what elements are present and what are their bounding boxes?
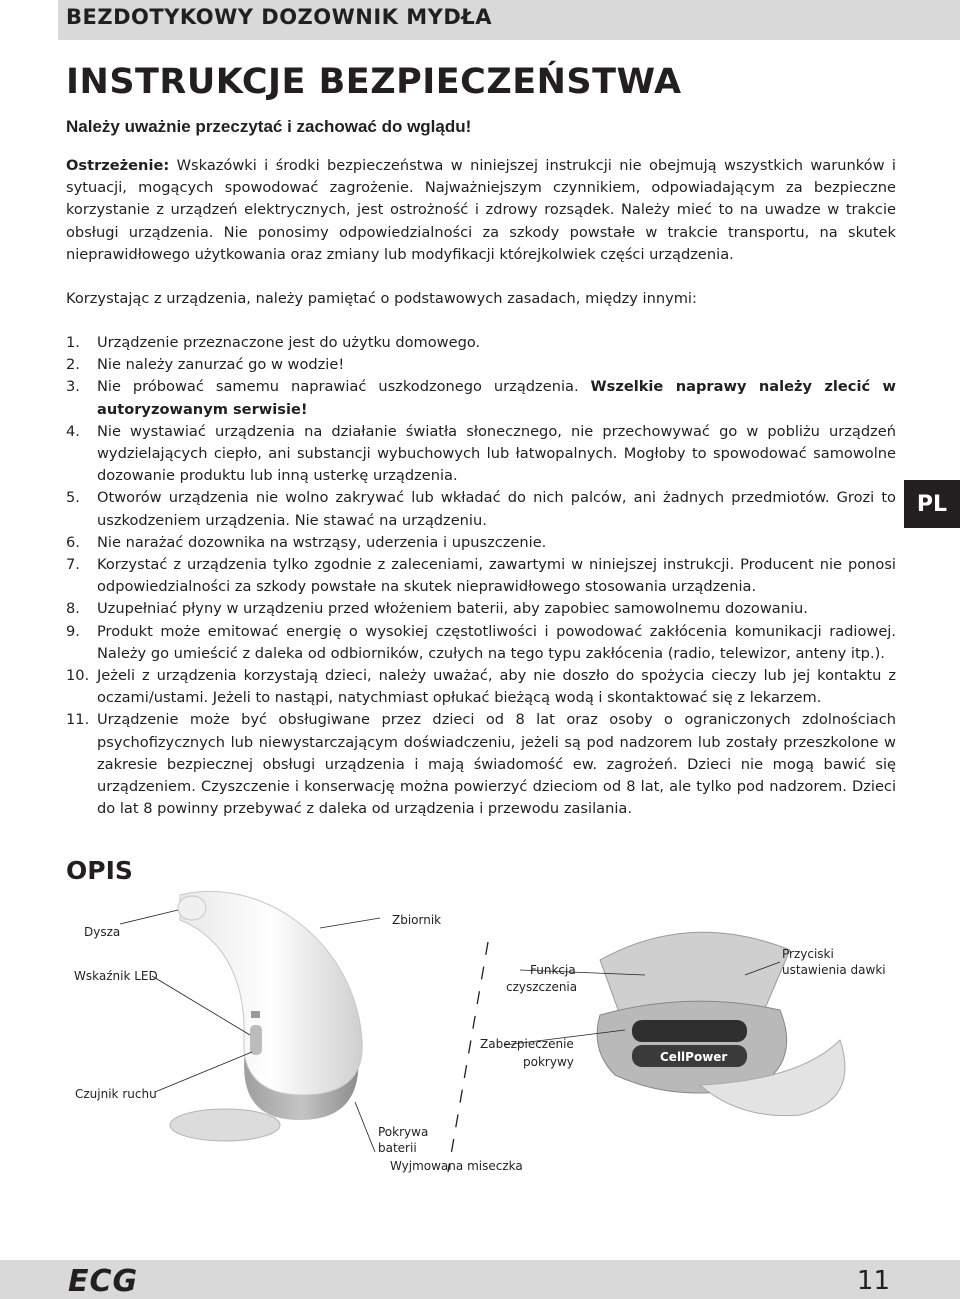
list-item bbox=[66, 598, 896, 620]
list-item bbox=[66, 332, 896, 354]
list-item-number: 2. bbox=[66, 356, 80, 374]
list-item-text: Nie należy zanurzać go w wodzie! bbox=[97, 356, 345, 374]
list-item bbox=[66, 376, 896, 420]
list-item bbox=[66, 487, 896, 531]
label-motion-sensor: Czujnik ruchu bbox=[75, 1087, 157, 1101]
list-item-number: 11. bbox=[66, 711, 90, 729]
page-number: 11 bbox=[856, 1266, 890, 1296]
list-item bbox=[66, 532, 896, 554]
footer-bar bbox=[0, 1260, 960, 1299]
list-item-text: Korzystać z urządzenia tylko zgodnie z zaleceniami, zawartymi w niniejszej instrukcji. Producent nie ponosi odpowiedzialności za szkody powstałe na skutek nieprawidłowego stosowania urządzenia. bbox=[97, 556, 896, 596]
list-item-number: 10. bbox=[66, 667, 90, 685]
list-item bbox=[66, 354, 896, 376]
list-item-number: 4. bbox=[66, 422, 80, 440]
intro-paragraph: Korzystając z urządzenia, należy pamiętać o podstawowych zasadach, między innymi: bbox=[66, 290, 697, 307]
ecg-logo: ECG bbox=[68, 1264, 139, 1299]
list-item-text: Nie wystawiać urządzenia na działanie światła słonecznego, nie przechowywać go w pobliżu urządzeń wydzielających ciepło, ani substancji wybuchowych lub łatwopalnych. Mogłoby to spowodować samowolne dozowanie produktu lub inną usterkę urządzenia. bbox=[97, 422, 896, 485]
list-item bbox=[66, 665, 896, 709]
header-title: BEZDOTYKOWY DOZOWNIK MYDŁA bbox=[66, 5, 493, 29]
product-diagram bbox=[0, 880, 960, 1180]
list-item-text: Nie próbować samemu naprawiać uszkodzonego urządzenia. bbox=[97, 378, 591, 396]
label-cover-lock-1: Zabezpieczenie bbox=[480, 1037, 574, 1051]
battery-label: CellPower bbox=[660, 1050, 728, 1064]
list-item-number: 1. bbox=[66, 334, 80, 351]
list-item-number: 5. bbox=[66, 489, 80, 507]
list-item bbox=[66, 421, 896, 488]
list-item-text: Urządzenie może być obsługiwane przez dzieci od 8 lat oraz osoby o ograniczonych zdolnościach psychofizycznych lub niewystarczającym doświadczeniu, jeżeli są pod nadzorem lub zostały przeszkolone w zakresie bezpiecznej obsługi urządzenia i mają świadomość ew. zagrożeń. Dzieci nie mogą bawić się urządzeniem. Czyszczenie i konserwację można powierzyć dzieciom od 8 lat, ale tylko pod nadzorem. Dzieci do lat 8 powinny przebywać z daleka od urządzenia i przewodu zasilania. bbox=[97, 711, 896, 818]
label-cleaning-1: Funkcja bbox=[530, 963, 576, 977]
list-item-bold-text: Wszelkie naprawy należy zlecić w autoryzowanym serwisie! bbox=[97, 378, 896, 418]
list-item-text: Nie narażać dozownika na wstrząsy, uderzenia i upuszczenie. bbox=[97, 533, 547, 551]
list-item bbox=[66, 621, 896, 665]
list-item-number: 6. bbox=[66, 533, 80, 551]
list-item-number: 9. bbox=[66, 622, 80, 640]
label-tank: Zbiornik bbox=[392, 913, 442, 927]
list-item-number: 7. bbox=[66, 556, 80, 574]
list-item-text: Jeżeli z urządzenia korzystają dzieci, należy uważać, aby nie doszło do spożycia cieczy lub jej kontaktu z oczami/ustami. Jeżeli to nastąpi, natychmiast opłukać bieżącą wodą i skontaktować się z lekarzem. bbox=[97, 667, 896, 707]
subtitle: Należy uważnie przeczytać i zachować do wglądu! bbox=[66, 117, 472, 136]
language-tab: PL bbox=[904, 480, 960, 528]
safety-list bbox=[66, 332, 896, 820]
dispenser-illustration bbox=[170, 891, 362, 1141]
list-item-number: 3. bbox=[66, 378, 80, 396]
warning-paragraph bbox=[66, 155, 896, 266]
label-cleaning-2: czyszczenia bbox=[506, 980, 578, 994]
label-tray: Wyjmowana miseczka bbox=[390, 1159, 523, 1173]
label-battery-cover-2: baterii bbox=[378, 1141, 417, 1155]
list-item-text: Urządzenie przeznaczone jest do użytku domowego. bbox=[97, 334, 481, 351]
dashed-separator bbox=[448, 942, 488, 1172]
list-item-text: Uzupełniać płyny w urządzeniu przed włożeniem baterii, aby zapobiec samowolnemu dozowaniu. bbox=[97, 600, 808, 618]
label-buttons-2: ustawienia dawki bbox=[782, 963, 886, 977]
page-title: INSTRUKCJE BEZPIECZEŃSTWA bbox=[66, 62, 682, 102]
section-title-opis: OPIS bbox=[66, 856, 133, 885]
label-led: Wskaźnik LED bbox=[74, 969, 158, 983]
label-nozzle: Dysza bbox=[84, 925, 121, 939]
label-cover-lock-2: pokrywy bbox=[523, 1055, 574, 1069]
list-item-text: Otworów urządzenia nie wolno zakrywać lub wkładać do nich palców, ani żadnych przedmiotów. Grozi to uszkodzeniem urządzenia. Nie stawać na urządzeniu. bbox=[97, 489, 896, 529]
label-battery-cover-1: Pokrywa bbox=[378, 1125, 429, 1139]
warning-label: Ostrzeżenie: bbox=[66, 157, 170, 174]
list-item-number: 8. bbox=[66, 600, 80, 618]
warning-text: Wskazówki i środki bezpieczeństwa w niniejszej instrukcji nie obejmują wszystkich warunków i sytuacji, mogących spowodować zagrożenie. Najważniejszym czynnikiem, odpowiadającym za bezpieczne korzystanie z urządzeń elektrycznych, jest ostrożność i zdrowy rozsądek. Należy mieć to na uwadze w trakcie obsługi urządzenia. Nie ponosimy odpowiedzialności za szkody powstałe w trakcie transportu, na skutek nieprawidłowego użytkowania oraz zmiany lub modyfikacji którejkolwiek części urządzenia. bbox=[66, 157, 896, 263]
list-item bbox=[66, 554, 896, 598]
label-buttons-1: Przyciski bbox=[782, 947, 834, 961]
list-item bbox=[66, 709, 896, 820]
list-item-text: Produkt może emitować energię o wysokiej częstotliwości i powodować zakłócenia komunikacji radiowej. Należy go umieścić z daleka od odbiorników, czułych na tego typu zakłócenia (radio, telewizor, anteny itp.). bbox=[97, 622, 896, 662]
